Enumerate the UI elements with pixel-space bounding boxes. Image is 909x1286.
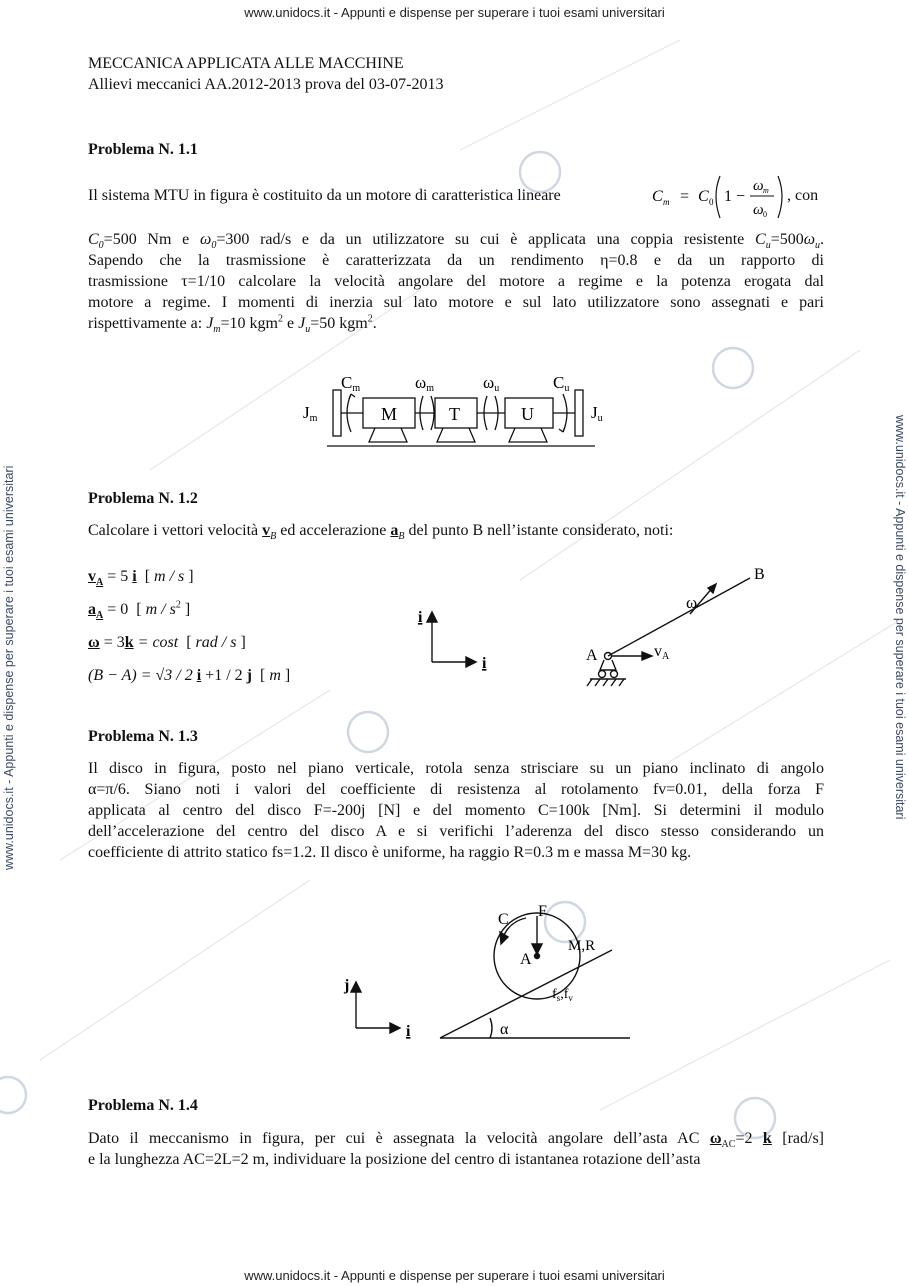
label-torque-c: C — [498, 911, 509, 928]
label-transmission: T — [449, 404, 460, 424]
label-jm: Jm — [303, 403, 318, 424]
label-point-b: B — [754, 566, 765, 583]
label-friction-coeffs: $f_s,f_v$ — [552, 987, 573, 1003]
axis-i-label: i — [406, 1023, 411, 1040]
watermark-bottom: www.unidocs.it - Appunti e dispense per superare i tuoi esami universitari — [244, 1268, 665, 1283]
svg-text:C: C — [698, 188, 709, 205]
label-mass-radius: M,R — [568, 938, 596, 954]
axis-j-label: j — [344, 977, 350, 994]
svg-text:C: C — [652, 188, 663, 205]
svg-text:ω: ω — [753, 178, 764, 194]
svg-text:m: m — [663, 197, 670, 207]
eq-aA: $a_A = 0$ [ m / $s^2$ ] — [88, 599, 191, 622]
problem-1-2-text: Calcolare i vettori velocità $v_B$ ed accelerazione $a_B$ del punto B nell’istante considerato, noti: — [88, 522, 674, 543]
p11-line1-end: , con — [787, 187, 819, 204]
label-center-a: A — [520, 951, 532, 968]
svg-text:0: 0 — [763, 210, 767, 219]
label-va: vA — [654, 643, 670, 662]
label-cm: Cm — [341, 373, 361, 394]
problem-1-3-title: Problema N. 1.3 — [88, 728, 198, 745]
label-force-f: F — [538, 903, 547, 920]
problem-1-2-title: Problema N. 1.2 — [88, 490, 198, 507]
watermark-side-left: www.unidocs.it - Appunti e dispense per superare i tuoi esami universitari — [2, 465, 16, 870]
svg-text:m: m — [763, 186, 769, 195]
problem-1-4-title: Problema N. 1.4 — [88, 1097, 198, 1114]
svg-text:−: − — [736, 188, 746, 205]
exam-date-line: Allievi meccanici AA.2012-2013 prova del 03-07-2013 — [88, 76, 444, 93]
exam-header — [88, 53, 443, 95]
label-omega: ω — [686, 593, 698, 612]
label-user: U — [521, 404, 534, 424]
label-omega-m: ωm — [415, 373, 434, 394]
label-omega-u: ωu — [483, 373, 500, 394]
p13-disk-figure — [330, 900, 640, 1050]
eq-vA: $v_A = 5$ i [ m / s ] — [88, 568, 194, 589]
svg-text:ω: ω — [753, 202, 764, 218]
p12-axes — [410, 600, 500, 675]
label-motor: M — [381, 404, 398, 424]
label-ju: Ju — [591, 403, 603, 424]
watermark-side-right: www.unidocs.it - Appunti e dispense per superare i tuoi esami universitari — [893, 415, 907, 820]
p11-line1: Il sistema MTU in figura è costituito da un motore di caratteristica lineare — [88, 187, 561, 204]
mtu-system-figure — [295, 368, 625, 454]
label-alpha: α — [500, 1021, 509, 1038]
watermark-top: www.unidocs.it - Appunti e dispense per superare i tuoi esami universitari — [244, 5, 665, 20]
course-title: MECCANICA APPLICATA ALLE MACCHINE — [88, 55, 404, 72]
motor-characteristic-formula — [650, 168, 800, 224]
eq-omega: ω = 3k = cost [ rad / s ] — [88, 634, 246, 651]
label-point-a: A — [586, 647, 598, 664]
svg-text:=: = — [680, 188, 690, 205]
problem-1-4-text: Dato il meccanismo in figura, per cui è assegnata la velocità angolare dell’asta AC $\omega_{AC}=2$ k [rad/s] e la lunghezza AC=2L=2 m, individuare la posizione del centro di istantanea rotazione dell’asta — [88, 1130, 825, 1168]
svg-text:1: 1 — [724, 188, 732, 205]
p12-link-figure — [578, 560, 778, 700]
p12-given-data — [88, 560, 290, 692]
axis-j-label: i — [418, 609, 423, 626]
problem-1-1-title: Problema N. 1.1 — [88, 141, 198, 158]
problem-1-1-text: $C_0=500$ Nm e $\omega_0=300$ rad/s e da un utilizzatore su cui è applicata una coppia resistente $C_u=500\omega_u$. Sapendo che la trasmissione è caratterizzata da un rendimento η=0.8 e da un rapporto di trasmissione τ=1/10 calcolare la velocità angolare del motore a regime e la potenza erogata dal motore a regime. I momenti di inerzia sul lato motore e sul lato utilizzatore sono assegnati e pari rispettivamente a: $J_m=10$ kgm$^2$ e $J_u=50$ kgm$^2$. — [88, 231, 825, 336]
eq-BA: (B − A) = √3 / 2 i +1 / 2 j [ m ] — [88, 667, 291, 684]
axis-i-label: i — [482, 655, 487, 672]
label-cu: Cu — [553, 373, 570, 394]
svg-text:0: 0 — [709, 197, 714, 207]
problem-1-3-text: Il disco in figura, posto nel piano verticale, rotola senza strisciare su un piano inclinato di angolo α=π/6. Siano noti i valori del coefficiente di resistenza al rotolamento fv=0.01, della forza F applicata al centro del disco F=-200j [N] e del momento C=100k [Nm]. Si determini il modulo dell’accelerazione del centro del disco A e si verifichi l’aderenza del disco stesso considerando un coefficiente di attrito statico fs=1.2. Il disco è uniforme, ha raggio R=0.3 m e massa M=30 kg. — [88, 760, 824, 861]
